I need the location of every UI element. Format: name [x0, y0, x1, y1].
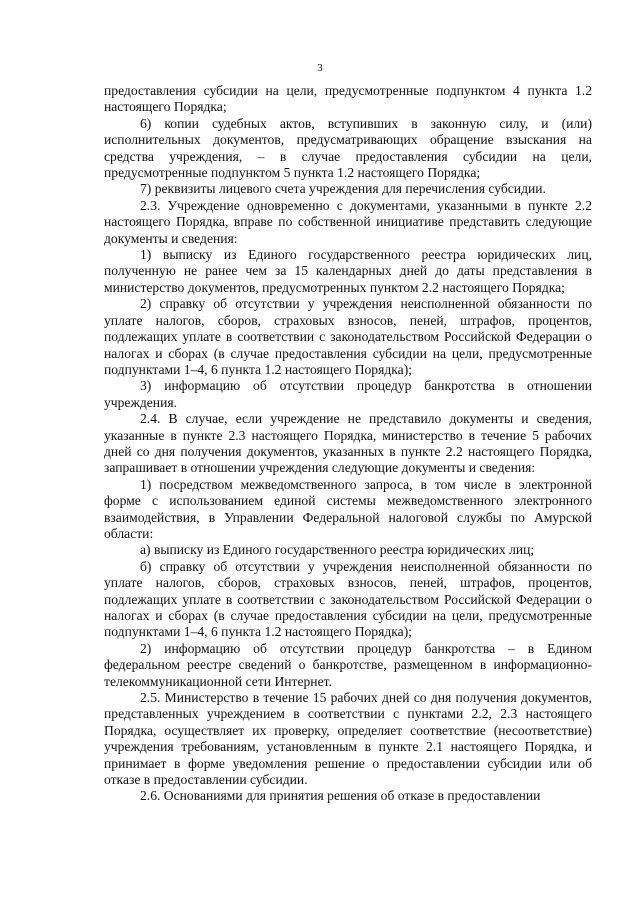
paragraph-clause-2-4-item-b: б) справку об отсутствии у учреждения неисполненной обязанности по уплате налогов, сборов, страховых взносов, пеней, штрафов, процентов, подлежащих уплате в соответствии с законодательством Российской Федерации о налогах и сборах (в случае предоставления субсидии на цели, предусмотренные подпунктами 1–4, 6 пункта 1.2 настоящего Порядка); — [104, 558, 592, 640]
paragraph-item-6: 6) копии судебных актов, вступивших в законную силу, и (или) исполнительных документов, предусматривающих обращение взыскания на средства учреждения, – в случае предоставления субсидии на цели, предусмотренные подпунктом 5 пункта 1.2 настоящего Порядка; — [104, 115, 592, 181]
paragraph-clause-2-3-item-1: 1) выписку из Единого государственного реестра юридических лиц, полученную не ранее чем за 15 календарных дней до даты представления в министерство документов, предусмотренных пунктом 2.2 настоящего Порядка; — [104, 247, 592, 295]
paragraph-clause-2-3-item-3: 3) информацию об отсутствии процедур банкротства в отношении учреждения. — [104, 378, 592, 410]
paragraph-clause-2-4-item-1: 1) посредством межведомственного запроса, в том числе в электронной форме с использованием единой системы межведомственного электронного взаимодействия, в Управлении Федеральной налоговой службы по Амурской области: — [104, 476, 592, 541]
paragraph-clause-2-6: 2.6. Основаниями для принятия решения об отказе в предоставлении — [140, 788, 541, 804]
paragraph-clause-2-4-item-2: 2) информацию об отсутствии процедур банкротства – в Едином федеральном реестре сведений о банкротстве, размещенном в информационно-телекоммуникационной сети Интернет. — [104, 640, 592, 689]
document-body — [104, 83, 592, 805]
paragraph-clause-2-5: 2.5. Министерство в течение 15 рабочих дней со дня получения документов, представленных учреждением в соответствии с пунктами 2.2, 2.3 настоящего Порядка, осуществляет их проверку, определяет соответствие (несоответствие) учреждения требованиям, установленным в пункте 2.1 настоящего Порядка, и принимает в форме уведомления решение о предоставлении субсидии или об отказе в предоставлении субсидии. — [104, 690, 592, 788]
paragraph-clause-2-4-item-a: а) выписку из Единого государственного реестра юридических лиц; — [140, 542, 535, 558]
paragraph-clause-2-4: 2.4. В случае, если учреждение не представило документы и сведения, указанные в пункте 2.3 настоящего Порядка, министерство в течение 5 рабочих дней со дня получения документов, указанных в пункте 2.2 настоящего Порядка, запрашивает в отношении учреждения следующие документы и сведения: — [104, 411, 592, 476]
page-number: 3 — [317, 62, 323, 74]
paragraph-continuation: предоставления субсидии на цели, предусмотренные подпунктом 4 пункта 1.2 настоящего Порядка; — [104, 83, 592, 115]
paragraph-item-7: 7) реквизиты лицевого счета учреждения для перечисления субсидии. — [140, 181, 546, 197]
paragraph-clause-2-3: 2.3. Учреждение одновременно с документами, указанными в пункте 2.2 настоящего Порядка, вправе по собственной инициативе представить следующие документы и сведения: — [104, 197, 592, 246]
paragraph-clause-2-3-item-2: 2) справку об отсутствии у учреждения неисполненной обязанности по уплате налогов, сборов, страховых взносов, пеней, штрафов, процентов, подлежащих уплате в соответствии с законодательством Российской Федерации о налогах и сборах (в случае предоставления субсидии на цели, предусмотренные подпунктами 1–4, 6 пункта 1.2 настоящего Порядка); — [104, 296, 592, 377]
